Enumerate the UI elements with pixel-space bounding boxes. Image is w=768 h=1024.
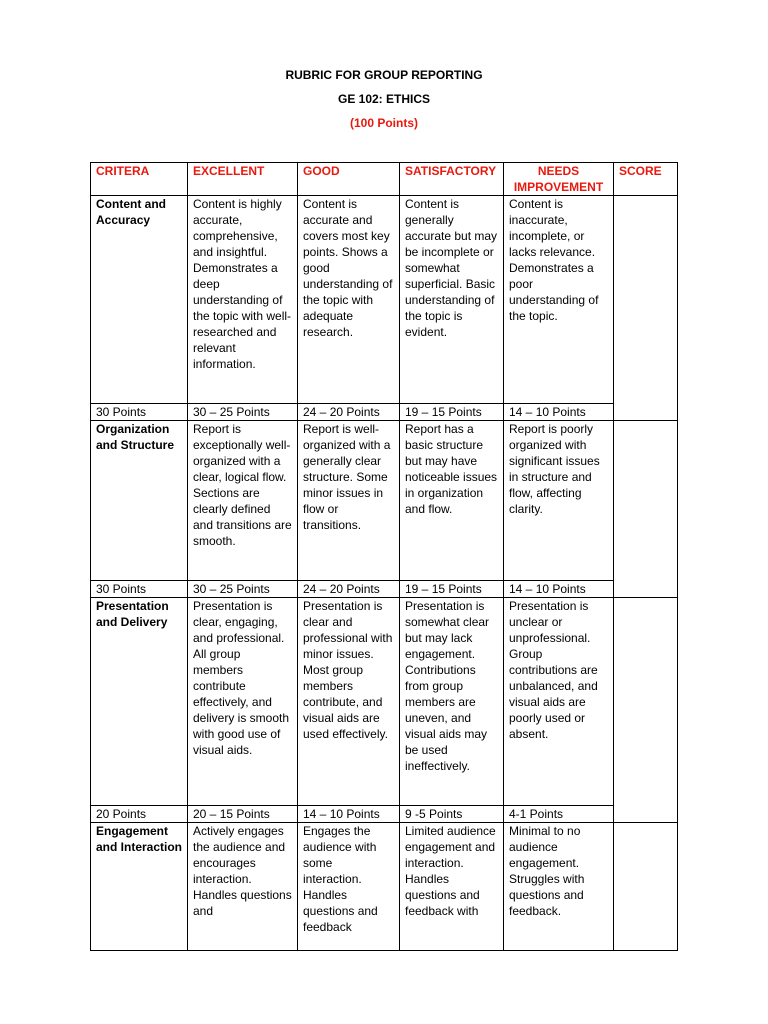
col-header-score: SCORE — [614, 163, 678, 196]
table-row — [91, 421, 678, 581]
excellent-cell: Presentation is clear, engaging, and professional. All group members contribute effectively, and delivery is smooth with good use of visual aids. — [188, 598, 298, 806]
excellent-cell: Content is highly accurate, comprehensive, and insightful. Demonstrates a deep understanding of the topic with well-researched and relevant information. — [188, 196, 298, 404]
col-header-criteria: CRITERA — [91, 163, 188, 196]
good-points: 14 – 10 Points — [298, 806, 400, 823]
table-row — [91, 598, 678, 806]
criterion-points: 20 Points — [91, 806, 188, 823]
table-row — [91, 196, 678, 404]
satisfactory-cell: Report has a basic structure but may have noticeable issues in organization and flow. — [400, 421, 504, 581]
satisfactory-cell: Limited audience engagement and interaction. Handles questions and feedback with — [400, 823, 504, 951]
col-header-needs-improvement: NEEDS IMPROVEMENT — [504, 163, 614, 196]
points-row — [91, 581, 678, 598]
score-cell — [614, 823, 678, 951]
points-row — [91, 404, 678, 421]
needs-improvement-cell: Report is poorly organized with significant issues in structure and flow, affecting clarity. — [504, 421, 614, 581]
satisfactory-cell: Presentation is somewhat clear but may lack engagement. Contributions from group members are uneven, and visual aids may be used ineffectively. — [400, 598, 504, 806]
needs-improvement-points: 14 – 10 Points — [504, 404, 614, 421]
excellent-points: 30 – 25 Points — [188, 404, 298, 421]
table-row — [91, 823, 678, 951]
good-points: 24 – 20 Points — [298, 581, 400, 598]
needs-improvement-cell: Content is inaccurate, incomplete, or lacks relevance. Demonstrates a poor understanding of the topic. — [504, 196, 614, 404]
document-title: RUBRIC FOR GROUP REPORTING — [285, 68, 483, 82]
good-cell: Presentation is clear and professional with minor issues. Most group members contribute, and visual aids are used effectively. — [298, 598, 400, 806]
good-cell: Engages the audience with some interaction. Handles questions and feedback — [298, 823, 400, 951]
good-points: 24 – 20 Points — [298, 404, 400, 421]
good-cell: Content is accurate and covers most key points. Shows a good understanding of the topic with adequate research. — [298, 196, 400, 404]
needs-improvement-points: 4-1 Points — [504, 806, 614, 823]
score-cell — [614, 598, 678, 823]
satisfactory-points: 19 – 15 Points — [400, 581, 504, 598]
satisfactory-cell: Content is generally accurate but may be incomplete or somewhat superficial. Basic understanding of the topic is evident. — [400, 196, 504, 404]
excellent-cell: Actively engages the audience and encourages interaction. Handles questions and — [188, 823, 298, 951]
good-cell: Report is well-organized with a generally clear structure. Some minor issues in flow or transitions. — [298, 421, 400, 581]
criterion-cell: Content and Accuracy — [91, 196, 188, 404]
criterion-points: 30 Points — [91, 404, 188, 421]
satisfactory-points: 9 -5 Points — [400, 806, 504, 823]
col-header-satisfactory: SATISFACTORY — [400, 163, 504, 196]
needs-improvement-cell: Presentation is unclear or unprofessional. Group contributions are unbalanced, and visual aids are poorly used or absent. — [504, 598, 614, 806]
points-row — [91, 806, 678, 823]
rubric-table — [90, 162, 678, 951]
score-cell — [614, 196, 678, 421]
header-row — [91, 163, 678, 196]
needs-improvement-cell: Minimal to no audience engagement. Struggles with questions and feedback. — [504, 823, 614, 951]
course-title: GE 102: ETHICS — [337, 92, 431, 106]
excellent-points: 30 – 25 Points — [188, 581, 298, 598]
col-header-good: GOOD — [298, 163, 400, 196]
score-cell — [614, 421, 678, 598]
criterion-points: 30 Points — [91, 581, 188, 598]
total-points: (100 Points) — [349, 116, 418, 130]
criterion-cell: Presentation and Delivery — [91, 598, 188, 806]
col-header-excellent: EXCELLENT — [188, 163, 298, 196]
excellent-points: 20 – 15 Points — [188, 806, 298, 823]
satisfactory-points: 19 – 15 Points — [400, 404, 504, 421]
criterion-cell: Engagement and Interaction — [91, 823, 188, 951]
needs-improvement-points: 14 – 10 Points — [504, 581, 614, 598]
excellent-cell: Report is exceptionally well-organized with a clear, logical flow. Sections are clearly defined and transitions are smooth. — [188, 421, 298, 581]
criterion-cell: Organization and Structure — [91, 421, 188, 581]
